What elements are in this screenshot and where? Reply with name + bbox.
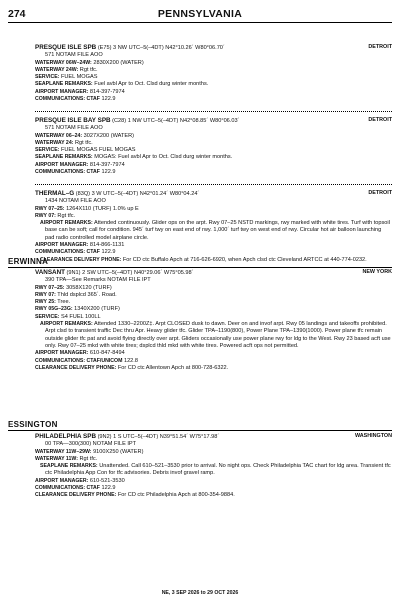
field-key: AIRPORT MANAGER: [35, 88, 89, 95]
elevation-notam: 00 TPA—300(300) NOTAM FILE IPT [45, 441, 137, 448]
field-key: CLEARANCE DELIVERY PHONE: [35, 492, 117, 499]
field-key: SERVICE: [35, 313, 60, 320]
field-key: RWY 07: [35, 212, 56, 219]
field-key: RWY 25: [35, 299, 56, 306]
field-key: AIRPORT MANAGER: [35, 161, 89, 168]
field-value: 610-521-3530 [88, 477, 125, 484]
field-value: Attended 1330–2200Z‡. Arpt CLOSED dusk to dawn. Deer on and invof arpt. Rwy 05 landings and takeoffs prohibited. Arpt clsd to transient traffic Dec thru Apr. Heavy glider tfc. Glider TPA–1190(800), Power Plane TPA–1390(1000). Power plane tfc remain outside glider tfc pat and avoid flying directly over arpt. Gliders occasionally use power plane rwy for ldg to the West. Rwy 23 based acft use only. Rwy 07–25 mkd with white tires; dsplcd thld mkd with white tires. Powered acft ops not permitted. [45, 321, 391, 349]
field-value: FUEL MOGAS FUEL MOGAS [59, 147, 136, 154]
airport-name[interactable]: VANSANT [35, 269, 65, 276]
field-value: Rgt tfc. [55, 212, 76, 219]
field-value: 3027X200 (WATER) [82, 132, 135, 139]
airport-id-info: (C28) 1 NW UTC–5(–4DT) N42°08.85´ W80°06.03´ [112, 118, 240, 124]
field-value: MOGAS: Fuel avbl Apr to Oct. Clsd durg winter months. [92, 154, 233, 161]
field-value: 122.8 [122, 357, 138, 364]
field-key: COMMUNICATIONS: CTAF [35, 249, 100, 256]
field-value: 814-866-1131 [88, 242, 125, 249]
airport-entry-presque-isle-spb [35, 44, 392, 103]
airport-id-info: (E75) 3 NW UTC–5(–4DT) N42°10.26´ W80°06.70´ [97, 45, 225, 51]
page-number: 274 [8, 8, 26, 20]
chart-label: DETROIT [368, 190, 392, 196]
field-key: SEAPLANE REMARKS: [35, 154, 93, 161]
airport-entry-thermal-g [35, 190, 392, 264]
elevation-notam: 1434 NOTAM FILE AOO [45, 198, 106, 205]
chart-label: DETROIT [368, 117, 392, 123]
city-divider [8, 267, 392, 268]
field-key: WATERWAY 11W: [35, 455, 78, 462]
field-value: 122.9 [99, 485, 116, 492]
airport-id-info: (9N1) 2 SW UTC–5(–4DT) N40°29.06´ W75°05.98´ [66, 270, 194, 276]
field-value: 814-397-7974 [88, 161, 125, 168]
field-value: Fuel avbl Apr to Oct. Clsd durg winter months. [92, 81, 209, 88]
field-key: AIRPORT REMARKS: [40, 321, 93, 328]
field-key: SERVICE: [35, 147, 60, 154]
city-heading: ESSINGTON [8, 420, 58, 429]
entry-divider [35, 184, 392, 185]
airport-name[interactable]: THERMAL–G [35, 190, 75, 197]
city-heading: ERWINNA [8, 257, 49, 266]
field-key: RWY 07: [35, 291, 56, 298]
airport-name[interactable]: PRESQUE ISLE BAY SPB [35, 117, 111, 124]
field-key: SERVICE: [35, 74, 60, 81]
airport-entry-vansant [35, 269, 392, 372]
field-value: For CD ctc Philadelphia Apch at 800-354-9884. [116, 492, 235, 499]
chart-label: NEW YORK [362, 269, 392, 275]
elevation-notam: 571 NOTAM FILE AOO [45, 52, 103, 59]
page-footer: NE, 3 SEP 2026 to 29 OCT 2026 [161, 590, 239, 596]
field-key: RWY 07–25: [35, 284, 65, 291]
field-key: WATERWAY 06W–24W: [35, 59, 92, 66]
field-value: 122.9 [99, 169, 116, 176]
airport-name[interactable]: PRESQUE ISLE SPB [35, 44, 97, 51]
field-key: AIRPORT REMARKS: [40, 220, 93, 227]
field-value: Rgt tfc. [78, 66, 98, 73]
field-value: 3058X120 (TURF) [64, 284, 112, 291]
field-value: 2830X200 (WATER) [91, 59, 144, 66]
field-key: WATERWAY 11W–29W: [35, 448, 92, 455]
field-key: AIRPORT MANAGER: [35, 242, 89, 249]
page-header [8, 8, 392, 23]
field-value: 610-847-8494 [88, 350, 125, 357]
field-value: 122.9 [99, 96, 116, 103]
field-value: For CD ctc Allentown Apch at 800-728-6322. [116, 364, 229, 371]
field-key: COMMUNICATIONS: CTAF [35, 96, 100, 103]
field-key: RWY 07–25: [35, 205, 65, 212]
elevation-notam: 571 NOTAM FILE AOO [45, 125, 103, 132]
field-value: Unattended. Call 610–521–3530 prior to arrival. No night ops. Check Philadelphia TAC chart for ldg area. Transient tfc ctc Philadelphia App Con for tfc advisories. Debris invof gravel ramp. [45, 463, 391, 477]
elevation-notam: 390 TPA—See Remarks NOTAM FILE IPT [45, 277, 151, 284]
chart-label: DETROIT [368, 44, 392, 50]
field-value: Tree. [55, 299, 71, 306]
field-key: SEAPLANE REMARKS: [40, 463, 98, 470]
field-key: AIRPORT MANAGER: [35, 350, 89, 357]
field-value: For CD ctc Buffalo Apch at 716-626-6920, when Apch clsd ctc Cleveland ARTCC at 440-774-0232. [121, 256, 367, 263]
airport-entry-presque-isle-bay-spb [35, 117, 392, 176]
field-value: FUEL MOGAS [59, 74, 98, 81]
field-key: CLEARANCE DELIVERY PHONE: [40, 256, 122, 263]
airport-name[interactable]: PHILADELPHIA SPB [35, 433, 96, 440]
state-title: PENNSYLVANIA [157, 8, 243, 20]
field-key: AIRPORT MANAGER: [35, 477, 89, 484]
airport-id-info: (9N2) 1 S UTC–5(–4DT) N39°51.54´ W75°17.98´ [97, 434, 220, 440]
field-value: Rgt tfc. [77, 455, 98, 462]
field-value: 1340X200 (TURF) [72, 306, 120, 313]
field-value: Rgt tfc. [73, 139, 93, 146]
field-key: WATERWAY 24W: [35, 66, 79, 73]
chart-label: WASHINGTON [354, 433, 392, 439]
field-key: CLEARANCE DELIVERY PHONE: [35, 364, 117, 371]
field-key: COMMUNICATIONS: CTAF [35, 169, 100, 176]
airport-id-info: (83Q) 3 W UTC–5(–4DT) N42°01.24´ W80°04.24´ [75, 191, 200, 197]
entry-divider [35, 111, 392, 112]
field-value: Attended continuously. Glider ops on the arpt. Rwy 07–25 NSTD markings, rwy marked with white tires. Turf with topsoil base can be soft; call for condition. 945´ turf twy on east end of rwy. 1,000´ turf twy on west end of rwy. Circular hot air balloon launching pad radio controlled model airplane circle. [45, 220, 390, 241]
field-value: 1264X110 (TURF) 1.0% up E [64, 205, 139, 212]
field-value: Thld dsplcd 365´. Road. [55, 291, 117, 298]
city-divider [8, 430, 392, 431]
field-key: WATERWAY 06–24: [35, 132, 83, 139]
field-key: COMMUNICATIONS: CTAF [35, 485, 100, 492]
field-key: RWY 05G–23G: [35, 306, 73, 313]
field-value: 122.9 [99, 249, 116, 256]
field-value: 9100X250 (WATER) [91, 448, 144, 455]
airport-entry-philadelphia-spb [35, 433, 392, 500]
field-value: S4 FUEL 100LL [59, 313, 101, 320]
field-key: SEAPLANE REMARKS: [35, 81, 93, 88]
field-key: COMMUNICATIONS: CTAF/UNICOM [35, 357, 123, 364]
field-key: WATERWAY 24: [35, 139, 74, 146]
field-value: 814-397-7974 [88, 88, 125, 95]
